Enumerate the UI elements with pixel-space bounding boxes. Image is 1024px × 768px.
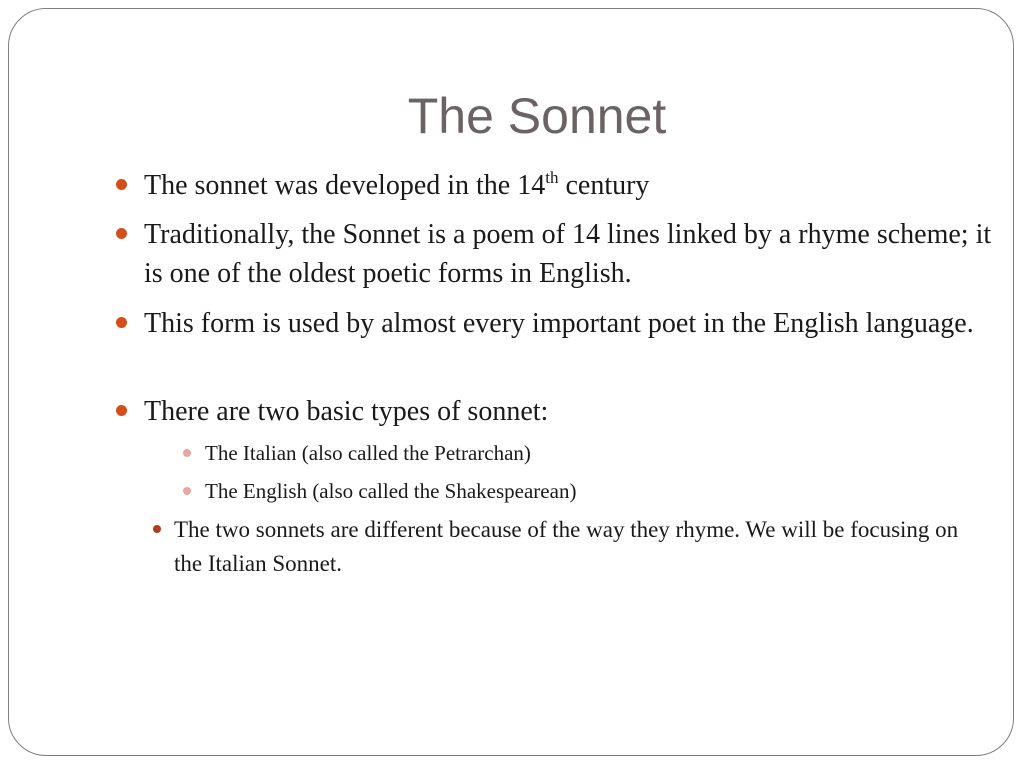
slide-title: The Sonnet	[407, 88, 667, 144]
bullet-dot-icon	[153, 525, 161, 533]
sub-bullet-english: The English (also called the Shakespearean)	[205, 479, 577, 503]
sub-bullet-dot-icon	[183, 487, 191, 495]
bullet-century-tail: century	[558, 170, 650, 201]
bullet-century	[144, 166, 994, 205]
bullet-dot-icon	[116, 179, 127, 190]
sub-bullet-italian: The Italian (also called the Petrarchan)	[205, 441, 531, 465]
bullet-usage: This form is used by almost every important poet in the English language.	[144, 308, 974, 339]
bullet-types: There are two basic types of sonnet:	[144, 396, 549, 427]
bullet-century-text: The sonnet was developed in the 14	[144, 170, 546, 201]
bullet-difference: The two sonnets are different because of the way they rhyme. We will be focusing on the Italian Sonnet.	[174, 517, 959, 576]
bullet-dot-icon	[116, 228, 127, 239]
bullet-tradition: Traditionally, the Sonnet is a poem of 14 lines linked by a rhyme scheme; it is one of the oldest poetic forms in English.	[144, 219, 992, 289]
sub-bullet-dot-icon	[183, 449, 191, 457]
bullet-dot-icon	[116, 317, 127, 328]
bullet-dot-icon	[116, 405, 127, 416]
bullet-century-superscript: th	[545, 167, 559, 187]
